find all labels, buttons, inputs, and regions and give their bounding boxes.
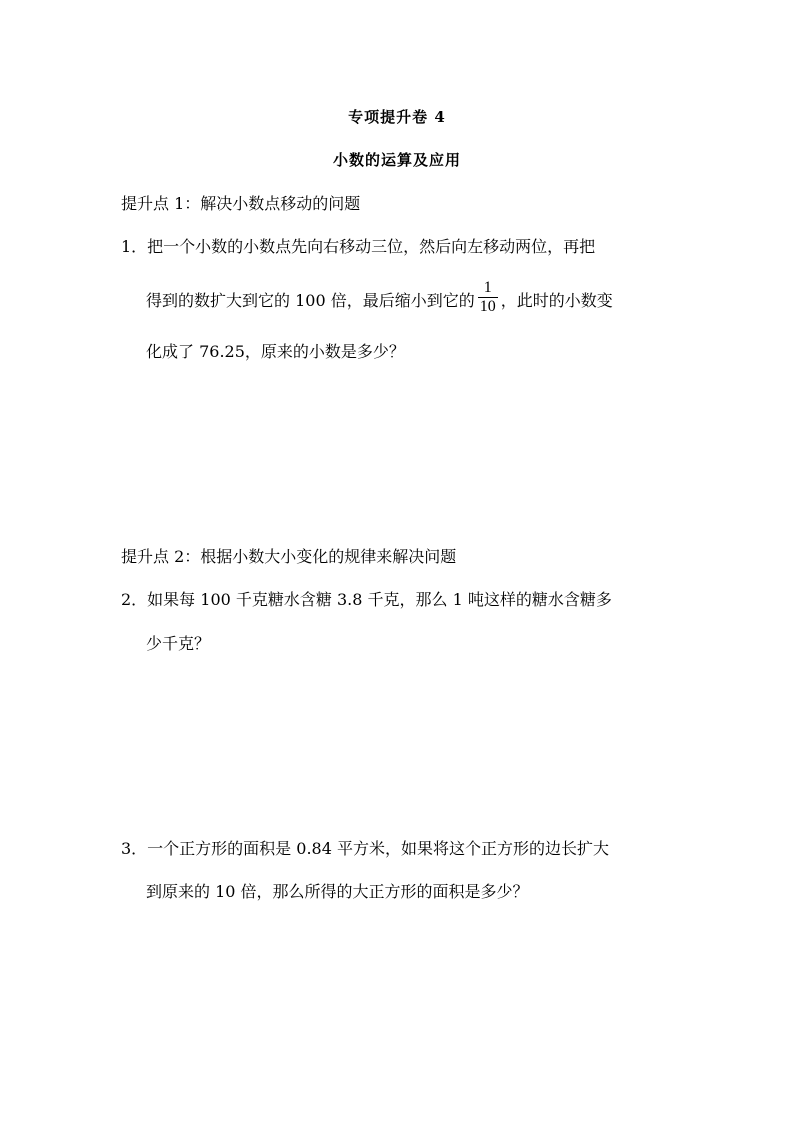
fraction-one-tenth (478, 279, 498, 316)
question-3-line-2: 到原来的 10 倍，那么所得的大正方形的面积是多少？ (146, 882, 529, 901)
question-2-line-1: 2．如果每 100 千克糖水含糖 3.8 千克，那么 1 吨这样的糖水含糖多 (121, 590, 612, 609)
page-subtitle: 小数的运算及应用 (332, 151, 461, 169)
question-1-line-2-text-b: ，此时的小数变 (500, 291, 613, 310)
section-heading-2: 提升点 2：根据小数大小变化的规律来解决问题 (121, 547, 457, 566)
question-1-line-1: 1．把一个小数的小数点先向右移动三位，然后向左移动两位，再把 (121, 237, 596, 256)
question-3-line-1: 3．一个正方形的面积是 0.84 平方米，如果将这个正方形的边长扩大 (121, 839, 609, 858)
fraction-numerator: 1 (478, 279, 498, 298)
question-1-line-2-text-a: 得到的数扩大到它的 100 倍，最后缩小到它的 (146, 291, 475, 310)
fraction-denominator: 10 (479, 298, 496, 315)
question-2-line-2: 少千克？ (146, 634, 211, 653)
question-1-line-3: 化成了 76.25，原来的小数是多少？ (146, 342, 405, 361)
section-heading-1: 提升点 1：解决小数点移动的问题 (121, 194, 361, 213)
question-1-line-2 (146, 279, 613, 320)
page-title: 专项提升卷 4 (348, 108, 446, 126)
